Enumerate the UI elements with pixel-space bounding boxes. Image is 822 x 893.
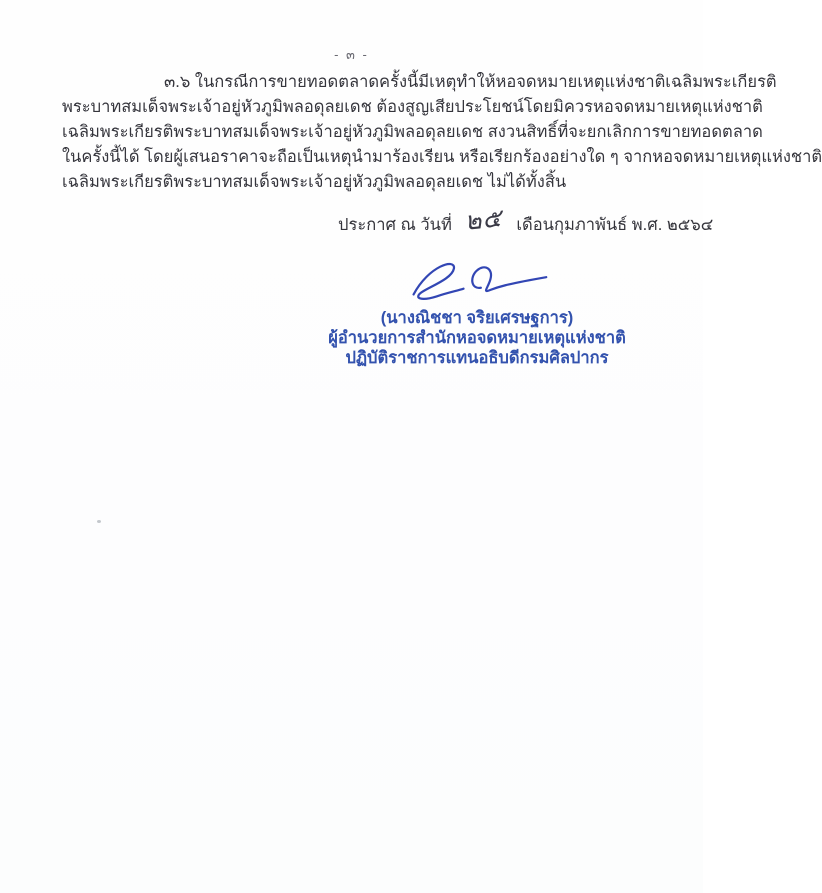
paragraph-line: ๓.๖ ในกรณีการขายทอดตลาดครั้งนี้มีเหตุทำให้หอจดหมายเหตุแห่งชาติเฉลิมพระเกียรติ xyxy=(164,73,777,91)
paragraph-line: พระบาทสมเด็จพระเจ้าอยู่หัวภูมิพลอดุลยเดช ต้องสูญเสียประโยชน์โดยมิควรหอจดหมายเหตุแห่งชาติ xyxy=(62,98,763,116)
date-prefix: ประกาศ ณ วันที่ xyxy=(338,216,452,234)
proclamation-date-line xyxy=(338,204,714,238)
page-number: - ๓ - xyxy=(334,47,369,62)
signature-block xyxy=(287,256,667,368)
handwritten-day: ๒๕ xyxy=(463,204,504,236)
scan-speck-artifact xyxy=(97,520,101,523)
signer-title-position: ผู้อำนวยการสำนักหอจดหมายเหตุแห่งชาติ xyxy=(328,329,626,347)
clause-paragraph xyxy=(62,70,822,195)
signer-title-acting: ปฏิบัติราชการแทนอธิบดีกรมศิลปากร xyxy=(345,349,609,367)
signer-name: (นางณิชชา จริยเศรษฐการ) xyxy=(380,309,574,327)
paragraph-line: ในครั้งนี้ได้ โดยผู้เสนอราคาจะถือเป็นเหตุนำมาร้องเรียน หรือเรียกร้องอย่างใด ๆ จากหอจดหมายเหตุแห่งชาติ xyxy=(62,148,822,166)
paragraph-line: เฉลิมพระเกียรติพระบาทสมเด็จพระเจ้าอยู่หัวภูมิพลอดุลยเดช ไม่ได้ทั้งสิ้น xyxy=(62,173,567,191)
paragraph-line: เฉลิมพระเกียรติพระบาทสมเด็จพระเจ้าอยู่หัวภูมิพลอดุลยเดช สงวนสิทธิ์ที่จะยกเลิกการขายทอดตลาด xyxy=(62,123,763,141)
handwritten-signature-icon xyxy=(397,256,557,306)
date-suffix: เดือนกุมภาพันธ์ พ.ศ. ๒๕๖๔ xyxy=(516,216,714,234)
